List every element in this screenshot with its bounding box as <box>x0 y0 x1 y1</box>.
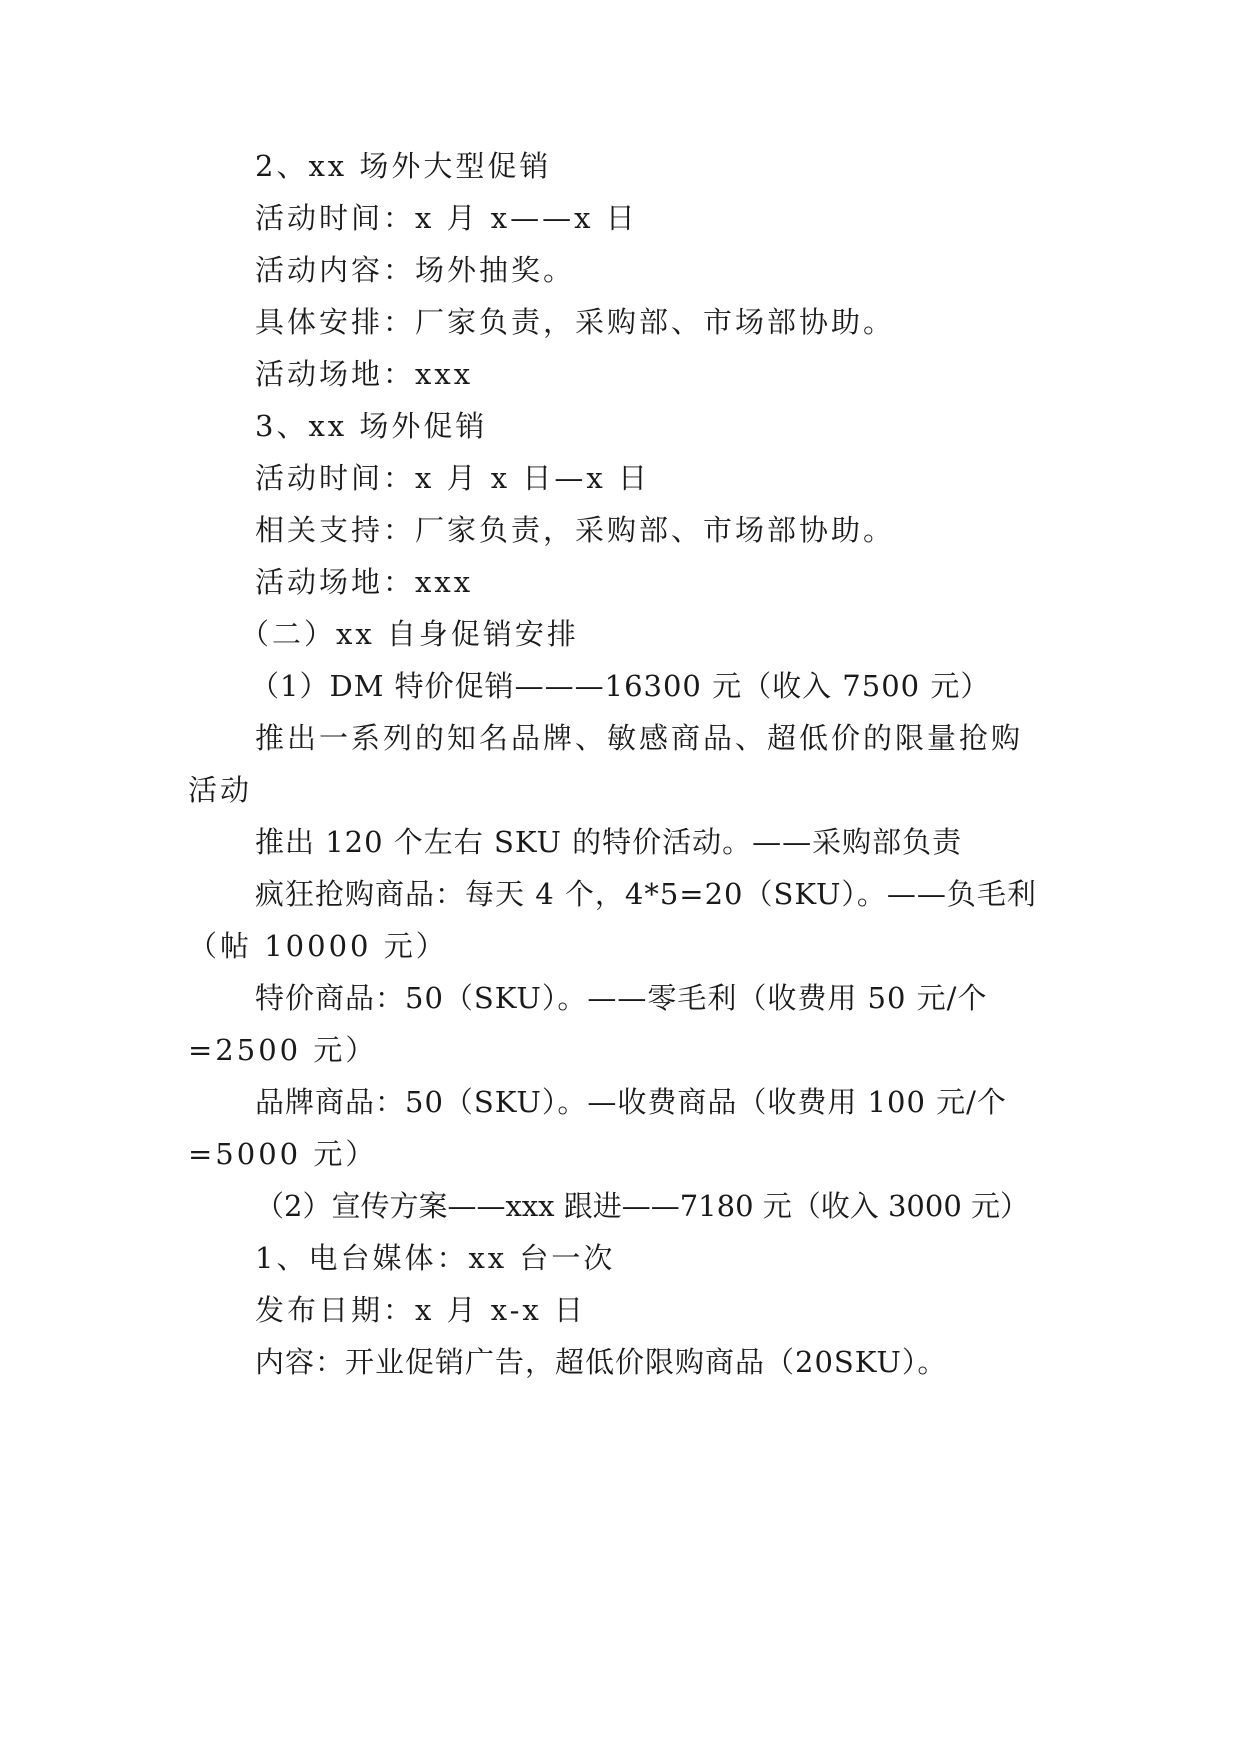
paragraph-line: 1、电台媒体：xx 台一次 <box>255 1241 616 1275</box>
paragraph-line: =5000 元） <box>188 1137 378 1171</box>
paragraph-line: 内容：开业促销广告，超低价限购商品（20SKU）。 <box>255 1345 948 1379</box>
subsection-heading: （2）宣传方案——xxx 跟进——7180 元（收入 3000 元） <box>255 1189 1029 1223</box>
paragraph-line: 品牌商品：50（SKU）。—收费商品（收费用 100 元/个 <box>255 1085 1007 1119</box>
paragraph-line: 活动 <box>188 773 253 807</box>
paragraph-line: 活动场地：xxx <box>255 357 474 391</box>
paragraph-line: 活动时间：x 月 x——x 日 <box>255 201 638 235</box>
paragraph-line: 特价商品：50（SKU）。——零毛利（收费用 50 元/个 <box>255 981 988 1015</box>
paragraph-line: 疯狂抢购商品：每天 4 个，4*5=20（SKU）。——负毛利 <box>255 877 1037 911</box>
paragraph-line: 推出 120 个左右 SKU 的特价活动。——采购部负责 <box>255 825 963 859</box>
section-heading: 2、xx 场外大型促销 <box>255 149 552 183</box>
paragraph-line: =2500 元） <box>188 1033 378 1067</box>
section-heading: （二）xx 自身促销安排 <box>240 617 579 651</box>
paragraph-line: 活动内容：场外抽奖。 <box>255 253 576 287</box>
subsection-heading: （1）DM 特价促销———16300 元（收入 7500 元） <box>250 669 991 703</box>
paragraph-line: 活动时间：x 月 x 日—x 日 <box>255 461 650 495</box>
section-heading: 3、xx 场外促销 <box>255 409 488 443</box>
paragraph-line: 相关支持：厂家负责，采购部、市场部协助。 <box>255 513 896 547</box>
paragraph-line: 推出一系列的知名品牌、敏感商品、超低价的限量抢购 <box>255 721 1024 755</box>
paragraph-line: 具体安排：厂家负责，采购部、市场部协助。 <box>255 305 896 339</box>
paragraph-line: （帖 10000 元） <box>188 929 448 963</box>
paragraph-line: 发布日期：x 月 x-x 日 <box>255 1293 587 1327</box>
paragraph-line: 活动场地：xxx <box>255 565 474 599</box>
